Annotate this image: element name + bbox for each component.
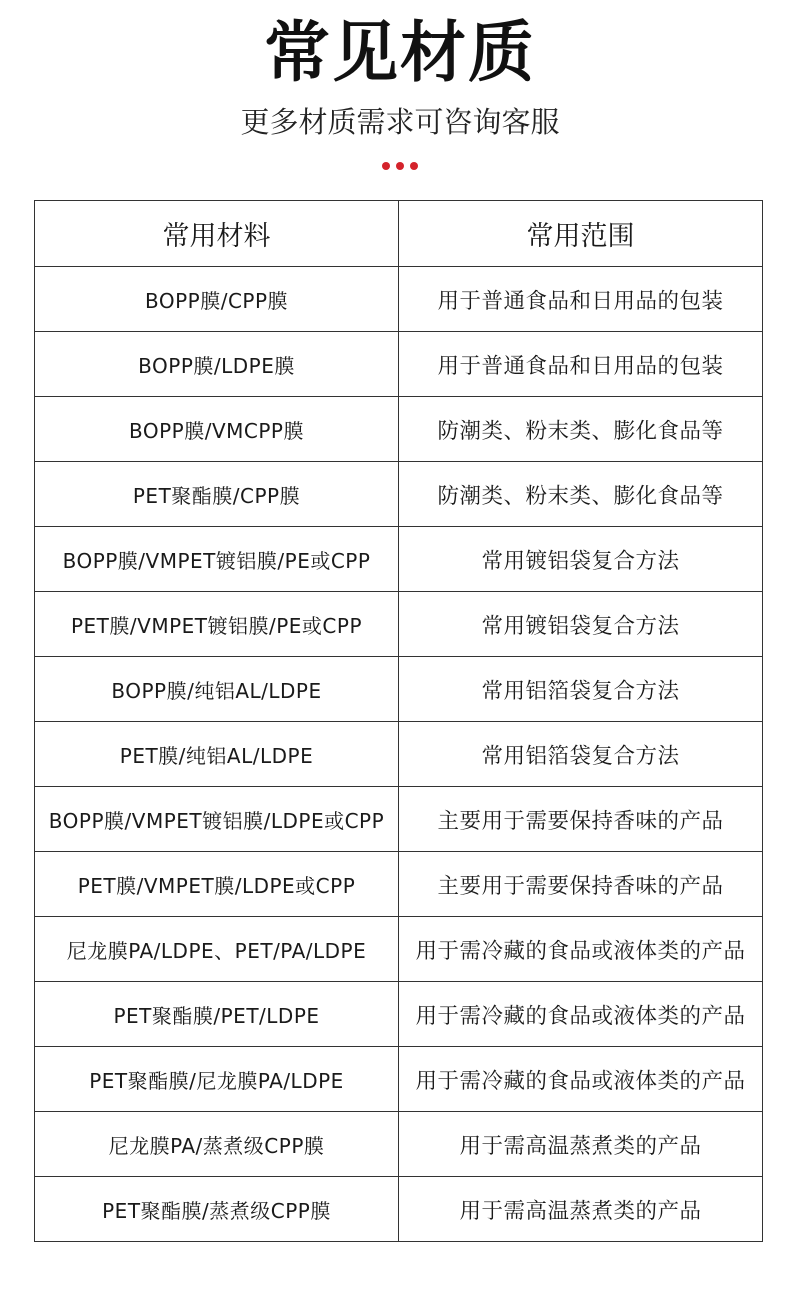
table-row [35, 852, 763, 917]
dot-icon [382, 162, 390, 170]
usage-cell: 防潮类、粉末类、膨化食品等 [399, 462, 763, 527]
usage-cell: 主要用于需要保持香味的产品 [399, 787, 763, 852]
material-cell: PET膜/纯铝AL/LDPE [35, 722, 399, 787]
column-header-usage: 常用范围 [399, 201, 763, 267]
usage-cell: 用于普通食品和日用品的包装 [399, 267, 763, 332]
material-cell: BOPP膜/纯铝AL/LDPE [35, 657, 399, 722]
usage-cell: 常用镀铝袋复合方法 [399, 527, 763, 592]
usage-cell: 用于需冷藏的食品或液体类的产品 [399, 1047, 763, 1112]
table-header-row [35, 201, 763, 267]
table-row [35, 527, 763, 592]
material-cell: BOPP膜/VMPET镀铝膜/LDPE或CPP [35, 787, 399, 852]
material-cell: PET聚酯膜/CPP膜 [35, 462, 399, 527]
column-header-material: 常用材料 [35, 201, 399, 267]
usage-cell: 用于需高温蒸煮类的产品 [399, 1112, 763, 1177]
dot-icon [410, 162, 418, 170]
material-cell: BOPP膜/VMPET镀铝膜/PE或CPP [35, 527, 399, 592]
usage-cell: 主要用于需要保持香味的产品 [399, 852, 763, 917]
table-row [35, 267, 763, 332]
usage-cell: 用于普通食品和日用品的包装 [399, 332, 763, 397]
table-row [35, 397, 763, 462]
decorative-dots [0, 162, 800, 170]
usage-cell: 常用铝箔袋复合方法 [399, 657, 763, 722]
material-cell: PET膜/VMPET膜/LDPE或CPP [35, 852, 399, 917]
table-row [35, 1177, 763, 1242]
material-cell: BOPP膜/VMCPP膜 [35, 397, 399, 462]
material-cell: PET聚酯膜/PET/LDPE [35, 982, 399, 1047]
materials-table [34, 200, 763, 1242]
table-row [35, 982, 763, 1047]
material-cell: BOPP膜/CPP膜 [35, 267, 399, 332]
usage-cell: 常用铝箔袋复合方法 [399, 722, 763, 787]
material-cell: BOPP膜/LDPE膜 [35, 332, 399, 397]
material-cell: 尼龙膜PA/LDPE、PET/PA/LDPE [35, 917, 399, 982]
material-cell: PET聚酯膜/蒸煮级CPP膜 [35, 1177, 399, 1242]
usage-cell: 常用镀铝袋复合方法 [399, 592, 763, 657]
table-row [35, 592, 763, 657]
page-title: 常见材质 [264, 14, 536, 91]
material-cell: PET聚酯膜/尼龙膜PA/LDPE [35, 1047, 399, 1112]
table-row [35, 1112, 763, 1177]
table-row [35, 722, 763, 787]
table-row [35, 787, 763, 852]
usage-cell: 用于需冷藏的食品或液体类的产品 [399, 917, 763, 982]
table-row [35, 1047, 763, 1112]
table-row [35, 332, 763, 397]
material-cell: 尼龙膜PA/蒸煮级CPP膜 [35, 1112, 399, 1177]
table-row [35, 462, 763, 527]
page-subtitle: 更多材质需求可咨询客服 [240, 105, 560, 139]
table-row [35, 657, 763, 722]
usage-cell: 防潮类、粉末类、膨化食品等 [399, 397, 763, 462]
material-cell: PET膜/VMPET镀铝膜/PE或CPP [35, 592, 399, 657]
dot-icon [396, 162, 404, 170]
table-row [35, 917, 763, 982]
usage-cell: 用于需高温蒸煮类的产品 [399, 1177, 763, 1242]
usage-cell: 用于需冷藏的食品或液体类的产品 [399, 982, 763, 1047]
